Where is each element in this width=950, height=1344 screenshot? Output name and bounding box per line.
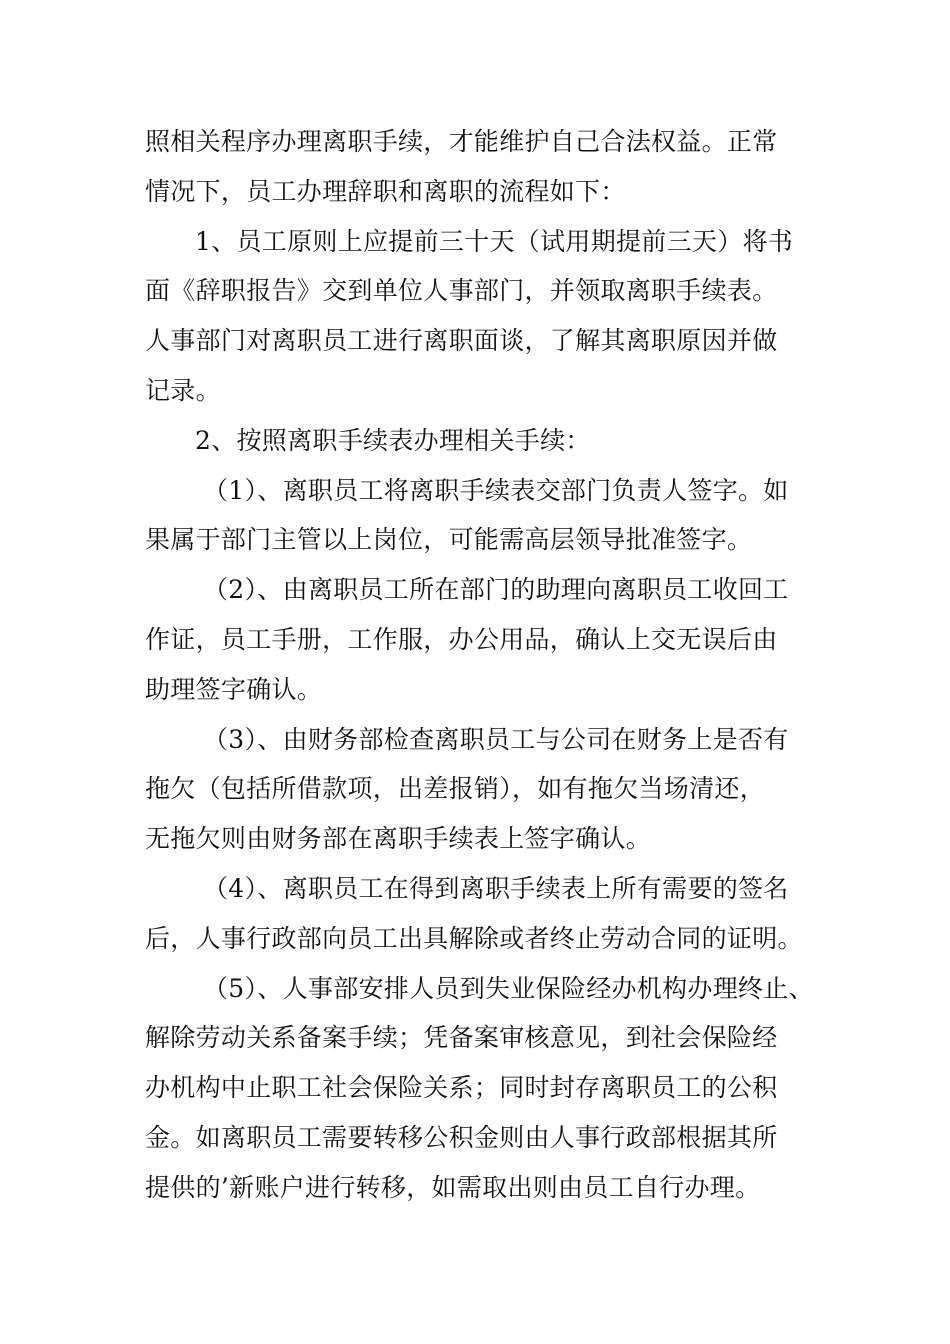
- text-line: （5）、人事部安排人员到失业保险经办机构办理终止、: [203, 973, 814, 1003]
- text-line: 记录。: [145, 375, 221, 405]
- text-line: 作证，员工手册，工作服，办公用品，确认上交无误后由: [145, 624, 778, 654]
- text-line: 照相关程序办理离职手续，才能维护自己合法权益。正常: [145, 127, 778, 156]
- document-body: [145, 117, 814, 1213]
- text-line: 拖欠（包括所借款项，出差报销），如有拖欠当场清还，: [145, 774, 766, 804]
- text-line: 办机构中止职工社会保险关系；同时封存离职员工的公积: [145, 1073, 778, 1103]
- text-line: （1）、离职员工将离职手续表交部门负责人签字。如: [203, 475, 789, 505]
- text-line: 面《辞职报告》交到单位人事部门，并领取离职手续表。: [145, 276, 778, 306]
- text-line: 提供的’新账户进行转移，如需取出则由员工自行办理。: [145, 1172, 761, 1202]
- text-line: 助理签字确认。: [145, 674, 323, 704]
- text-line: 2、按照离职手续表办理相关手续：: [195, 425, 591, 455]
- text-line: 后，人事行政部向员工出具解除或者终止劳动合同的证明。: [145, 923, 803, 953]
- text-line: （2）、由离职员工所在部门的助理向离职员工收回工: [203, 575, 789, 605]
- text-line: 人事部门对离职员工进行离职面谈，了解其离职原因并做: [145, 326, 778, 356]
- text-line: （4）、离职员工在得到离职手续表上所有需要的签名: [203, 873, 789, 903]
- text-line: 金。如离职员工需要转移公积金则由人事行政部根据其所: [145, 1122, 778, 1152]
- text-line: 无拖欠则由财务部在离职手续表上签字确认。: [145, 824, 652, 854]
- text-line: 解除劳动关系备案手续；凭备案审核意见，到社会保险经: [145, 1023, 778, 1053]
- text-line: （3）、由财务部检查离职员工与公司在财务上是否有: [203, 724, 789, 754]
- text-line: 果属于部门主管以上岗位，可能需高层领导批准签字。: [145, 525, 753, 555]
- text-line: 1、员工原则上应提前三十天（试用期提前三天）将书: [195, 226, 794, 256]
- text-line: 情况下，员工办理辞职和离职的流程如下：: [145, 176, 626, 206]
